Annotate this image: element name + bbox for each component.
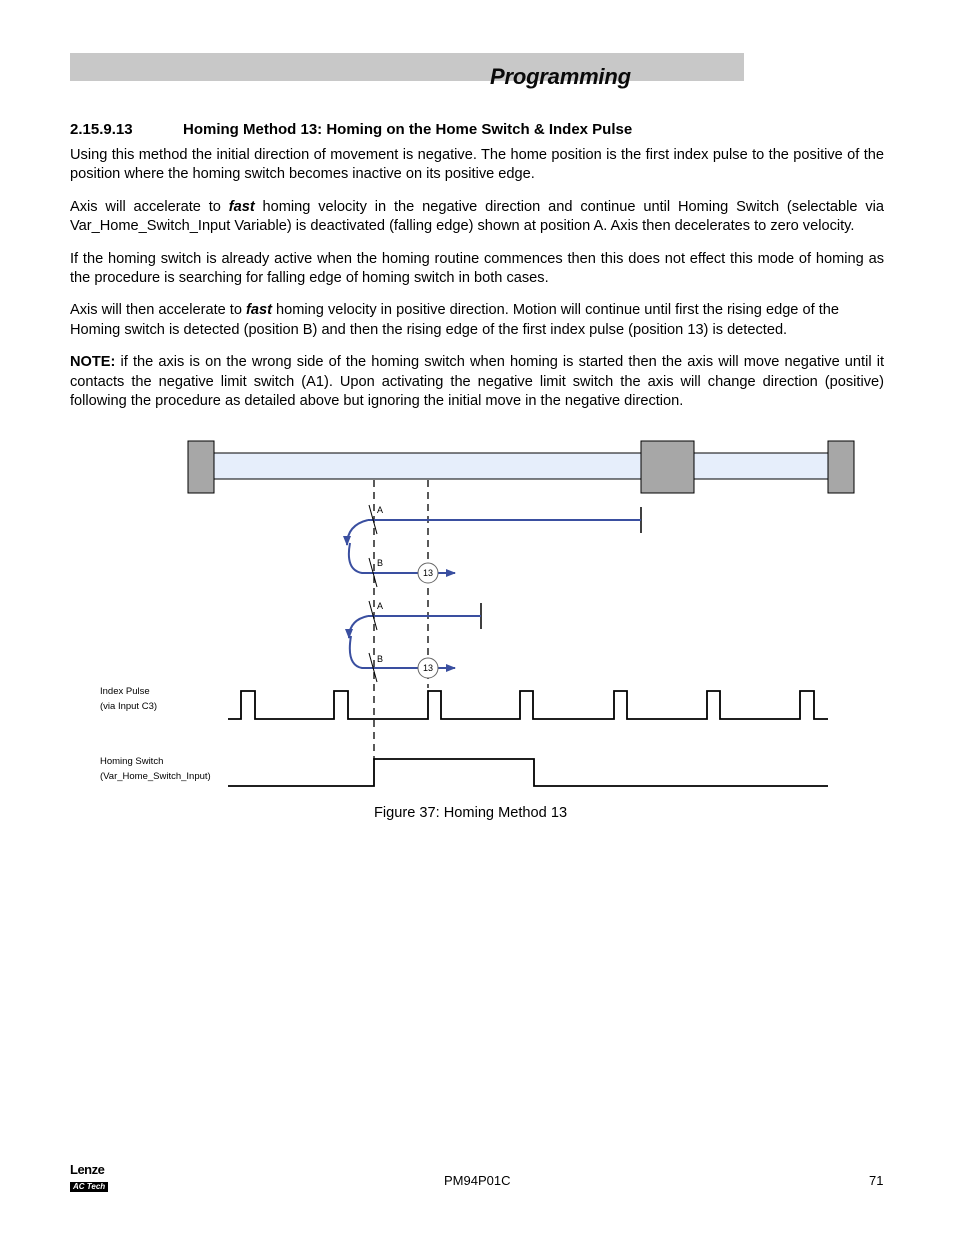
- lenze-logo: [70, 1163, 110, 1191]
- section-number: 2.15.9.13: [70, 121, 133, 138]
- section-heading: [70, 121, 890, 138]
- paragraph-3: If the homing switch is already active when the homing routine commences then this does not effect this mode of homing as the procedure is searching for falling edge of homing switch in both cases.: [70, 250, 884, 287]
- homing-diagram-svg: [0, 430, 954, 800]
- home-switch-block: [641, 441, 694, 493]
- paragraph-2-text-b: homing velocity in the negative direction and continue until Homing Switch (selectable via Var_Home_Switch_Input Variable) is deactivated (falling edge) shown at position A. Axis then decelerates to zero velocity.: [70, 198, 884, 235]
- section-title: Homing Method 13: Homing on the Home Switch & Index Pulse: [183, 121, 633, 138]
- travel-track: [212, 453, 830, 479]
- trajectory-2-home-label: 13: [422, 663, 434, 673]
- body-text: [70, 146, 884, 424]
- header-bar: [70, 53, 744, 81]
- trajectory-2-label-b: B: [377, 654, 384, 664]
- trajectory-1-home-label: 13: [422, 568, 434, 578]
- note-label: NOTE:: [70, 354, 116, 371]
- index-pulse-label-line2: (via Input C3): [100, 701, 158, 712]
- positive-limit-switch: [828, 441, 854, 493]
- logo-word: Lenze: [70, 1162, 105, 1177]
- paragraph-2-emphasis: fast: [228, 198, 255, 215]
- footer-page-number: 71: [869, 1173, 884, 1188]
- homing-diagram: [0, 430, 954, 800]
- trajectory-2-label-a: A: [377, 601, 384, 611]
- paragraph-2-text-a: Axis will accelerate to: [70, 198, 229, 215]
- figure-caption: Figure 37: Homing Method 13: [374, 805, 568, 821]
- homing-switch-label-line2: (Var_Home_Switch_Input): [100, 771, 211, 782]
- note-text: if the axis is on the wrong side of the homing switch when homing is started then the axis will move negative until it contacts the negative limit switch (A1). Upon activating the negative limit switch the axis will change direction (positive) following the procedure as detailed above but ignoring the initial move in the negative direction.: [70, 354, 884, 410]
- index-pulse-waveform: [228, 691, 828, 719]
- trajectory-1-label-a: A: [377, 505, 384, 515]
- paragraph-4-emphasis: fast: [246, 302, 272, 319]
- note-paragraph: [70, 353, 884, 411]
- paragraph-1: Using this method the initial direction of movement is negative. The home position is the first index pulse to the positive of the position where the homing switch becomes inactive on its positive edge.: [70, 147, 884, 183]
- paragraph-4-text-a: Axis will then accelerate to: [70, 302, 247, 319]
- homing-switch-waveform: [228, 759, 828, 786]
- logo-subtitle: AC Tech: [70, 1182, 108, 1192]
- trajectory-2-decel-arrow: [349, 616, 368, 638]
- homing-switch-label-line1: Homing Switch: [100, 756, 164, 767]
- paragraph-2: [70, 198, 884, 237]
- page-header-title: Programming: [490, 64, 631, 89]
- trajectory-1-decel-arrow: [347, 520, 368, 545]
- footer-document-code: PM94P01C: [444, 1173, 511, 1188]
- paragraph-4-text-b: homing velocity in positive direction. Motion will continue until first the rising edge of the Homing switch is detected (position B) and then the rising edge of the first index pulse (position 13) is detected.: [70, 302, 839, 338]
- trajectory-1-label-b: B: [377, 558, 384, 568]
- paragraph-4: [70, 301, 884, 340]
- negative-limit-switch: [188, 441, 214, 493]
- index-pulse-label-line1: Index Pulse: [100, 686, 150, 697]
